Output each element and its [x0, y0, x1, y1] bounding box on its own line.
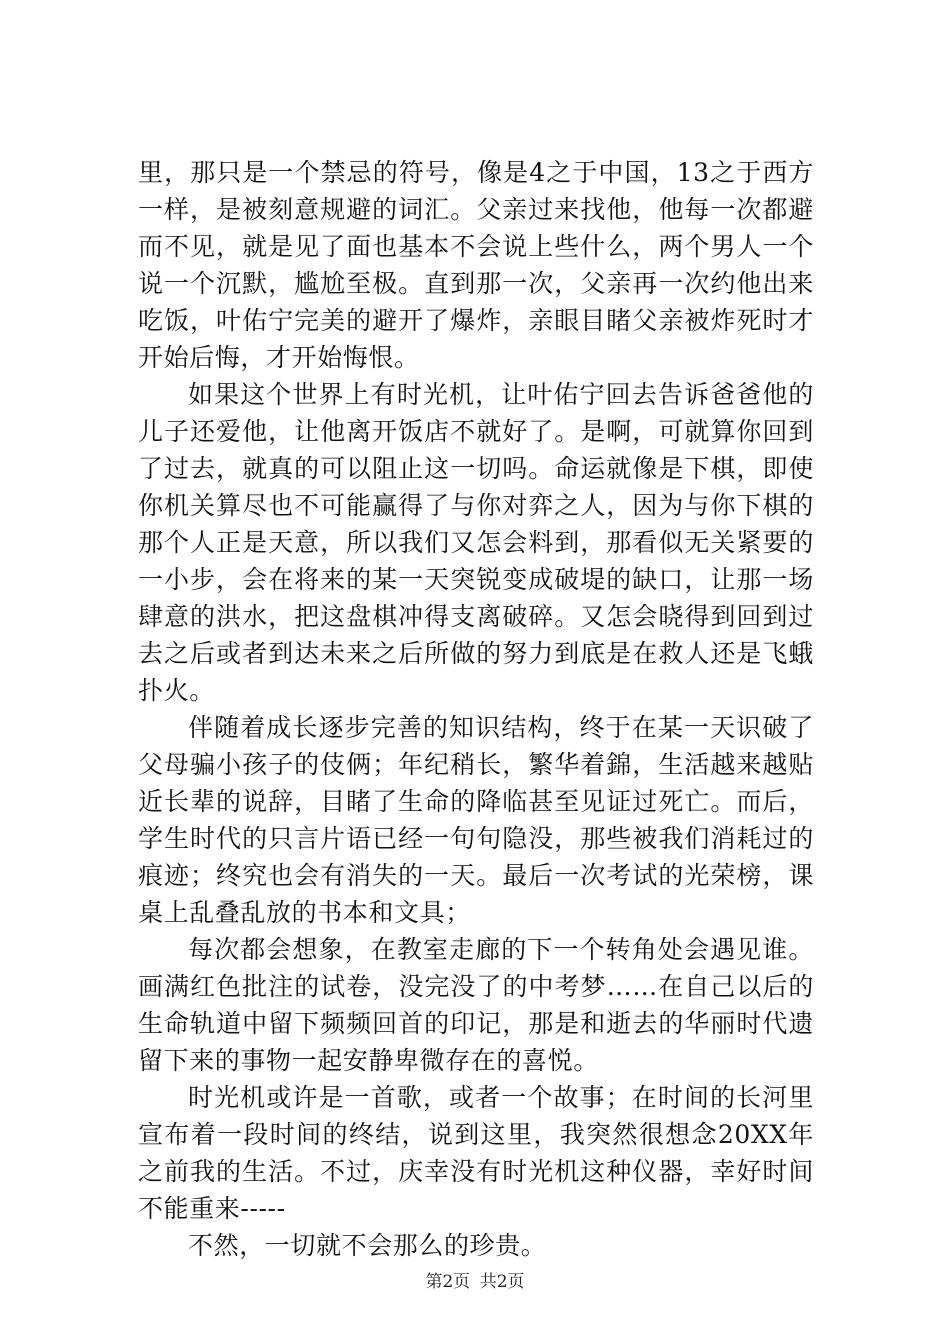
page-footer — [0, 1267, 950, 1292]
paragraph-6: 不然，一切就不会那么的珍贵。 — [188, 1231, 547, 1260]
paragraph-3: 伴随着成长逐步完善的知识结构，终于在某一天识破了父母骗小孩子的伎俩；年纪稍长，繁华着錦，生活越来越贴近长辈的说辞，目睹了生命的降临甚至见证过死亡。而后，学生时代的只言片语已经一句句隐没，那些被我们消耗过的痕迹；终究也会有消失的一天。最后一次考试的光荣榜，课桌上乱叠乱放的书本和文具； — [138, 713, 814, 927]
document-body — [138, 154, 814, 1264]
paragraph-5: 时光机或许是一首歌，或者一个故事；在时间的长河里宣布着一段时间的终结，说到这里，我突然很想念20XX年之前我的生活。不过，庆幸没有时光机这种仪器，幸好时间不能重来----- — [138, 1083, 814, 1223]
paragraph-1: 里，那只是一个禁忌的符号，像是4之于中国，13之于西方一样，是被刻意规避的词汇。父亲过来找他，他每一次都避而不见，就是见了面也基本不会说上些什么，两个男人一个说一个沉默，尴尬至极。直到那一次，父亲再一次约他出来吃饭，叶佑宁完美的避开了爆炸，亲眼目睹父亲被炸死时才开始后悔，才开始悔恨。 — [138, 158, 814, 372]
paragraph-2: 如果这个世界上有时光机，让叶佑宁回去告诉爸爸他的儿子还爱他，让他离开饭店不就好了。是啊，可就算你回到了过去，就真的可以阻止这一切吗。命运就像是下棋，即使你机关算尽也不可能赢得了与你对弈之人，因为与你下棋的那个人正是天意，所以我们又怎会料到，那看似无关紧要的一小步，会在将来的某一天突锐变成破堤的缺口，让那一场肆意的洪水，把这盘棋冲得支离破碎。又怎会晓得到回到过去之后或者到达未来之后所做的努力到底是在救人还是飞蛾扑火。 — [138, 380, 814, 705]
page-number: 第2页 — [425, 1272, 471, 1292]
page-total: 共2页 — [479, 1272, 525, 1292]
paragraph-4: 每次都会想象，在教室走廊的下一个转角处会遇见谁。画满红色批注的试卷，没完没了的中考梦……在自己以后的生命轨道中留下频频回首的印记，那是和逝去的华丽时代遗留下来的事物一起安静卑微存在的喜悦。 — [138, 935, 814, 1075]
